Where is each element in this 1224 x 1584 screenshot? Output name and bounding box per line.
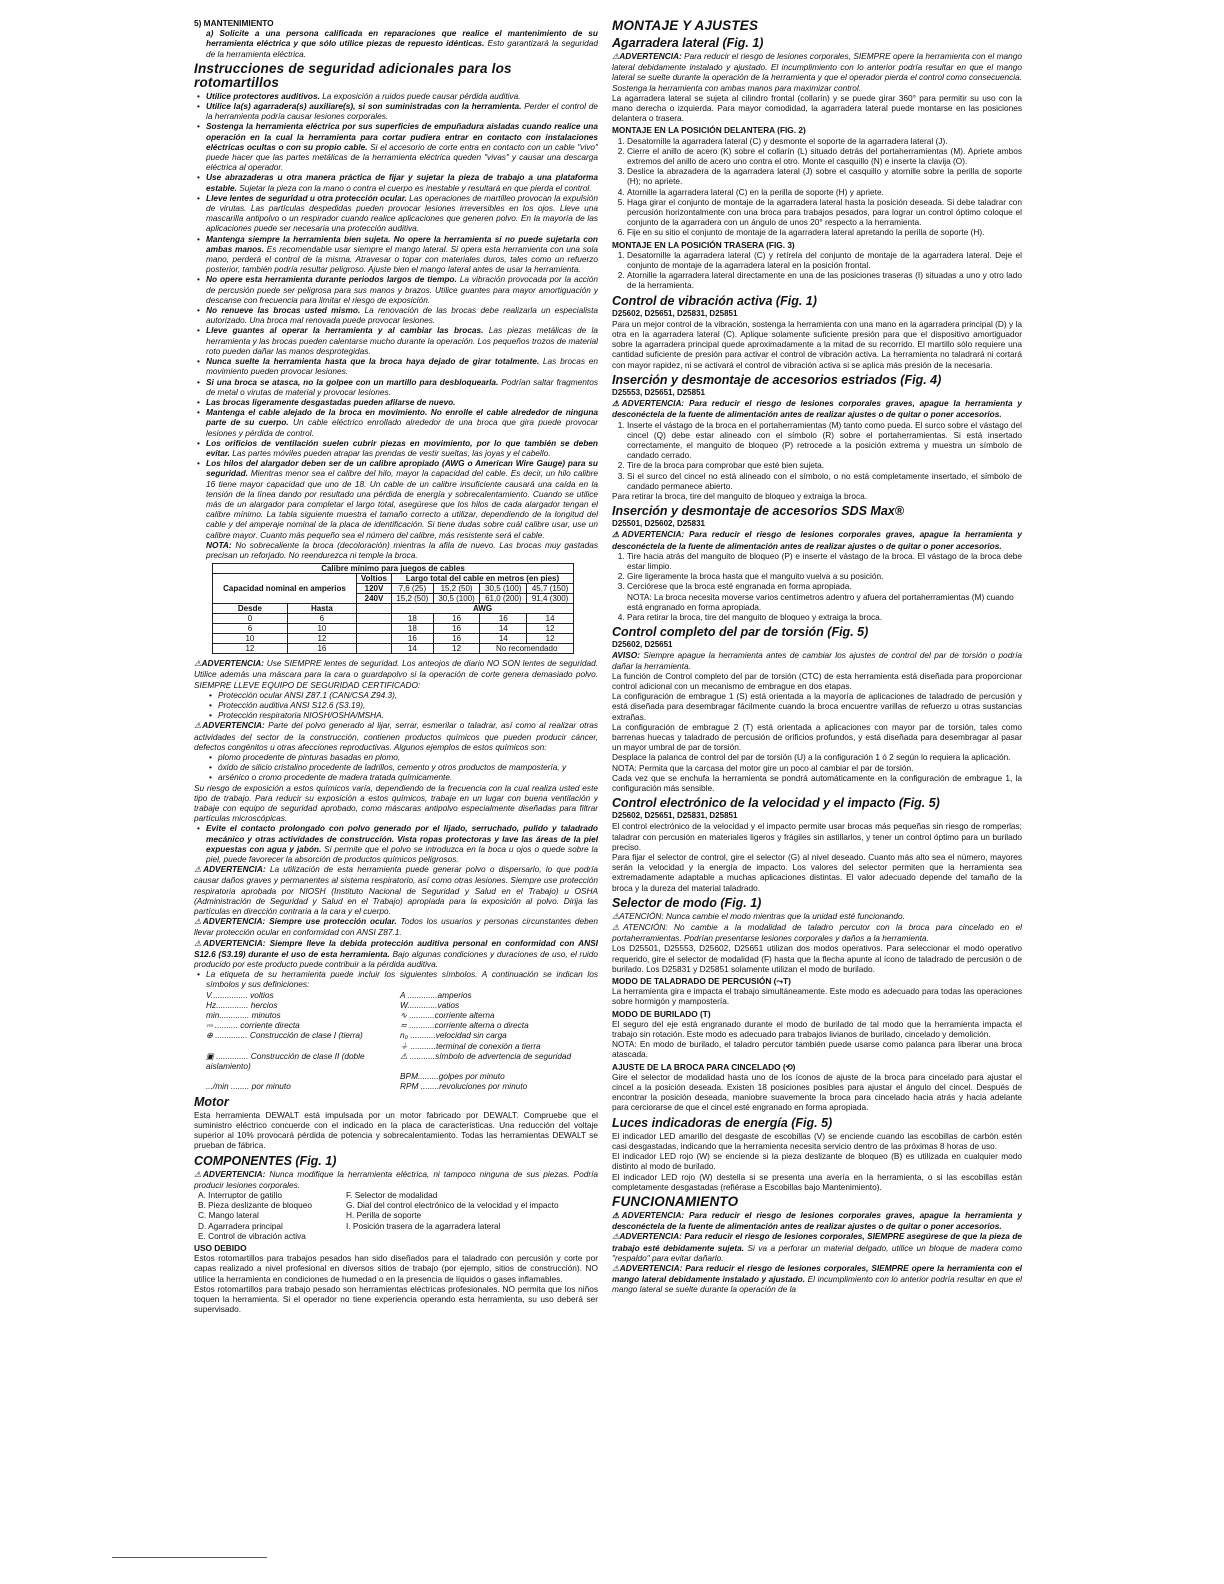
front-mount-title: MONTAJE EN LA POSICIÓN DELANTERA (FIG. 2) [612, 125, 806, 136]
cable-gauge-table: Calibre mínimo para juegos de cables Capacidad nominal en amperios Voltios Largo total del cable en metros (en pies) 120V 7,6 (25) 15,2 (50) 30,5 (100) 45,7 (150) 240V 15,2 (50) 30,5 (100) 61,0 (200) 91,4 (300) Desde Hasta AWG 0 6 18 16 16 14 6 10 18 16 14 12 10 12 16 16 14 12 12 16 14 12 No recomendado [212, 563, 574, 654]
operation-title: FUNCIONAMIENTO [612, 1193, 739, 1209]
table-cell: 16 [287, 644, 356, 654]
warning-icon: ⚠ [612, 1232, 620, 1242]
warning-icon: ⚠ [612, 399, 622, 409]
motor-text: Esta herramienta DEWALT está impulsada por un motor fabricado por DEWALT. Compruebe que el suministro eléctrico concuerde con el indicado en la placa de características. Una reducción del voltaje superior al 10% provocará pérdida de potencia y sobrecalentamiento. Todas las herramientas DEWALT se prueban de fábrica. [194, 1109, 598, 1151]
chemicals-list [194, 752, 598, 783]
warning-dust: ⚠ADVERTENCIA: Parte del polvo generado al lijar, serrar, esmerilar o taladrar, así como al realizar otras actividades del sector de la construcción, contienen productos químicos que pueden producir cáncer, defectos congénitos u otras afecciones reproductivas. Algunos ejemplos de estos químicos son: [194, 720, 598, 752]
rear-mount-title: MONTAJE EN LA POSICIÓN TRASERA (FIG. 3) [612, 239, 795, 250]
table-row [213, 624, 574, 634]
safety-list-item: • Sostenga la herramienta eléctrica por sus superficies de empuñadura aisladas cuando realice una operación en la cual la herramienta para cortar pudiera entrar en contacto con instalaciones eléctricas ocultas o con su propio cable. Si el accesorio de corte entra en contacto con un cable "vivo" puede hacer que las partes metálicas de la herramienta eléctrica queden "vivas" y causar una descarga eléctrica al operador. [206, 121, 598, 172]
safety-list-item: • Mantenga siempre la herramienta bien sujeta. No opere la herramienta si no puede sujetarla con ambas manos. Es recomendable usar siempre el mango lateral. Si opera esta herramienta con una sola mano, perderá el control de la misma. Atravesar o topar con materiales duros, tales como un refuerzo posterior, también podría resultar peligroso. Ajuste bien el mango lateral antes de usar la herramienta. [206, 234, 598, 275]
table-cell: 14 [480, 634, 527, 644]
torque-models: D25602, D25651 [612, 640, 673, 650]
sdsmax-models: D25501, D25602, D25831 [612, 519, 705, 529]
safety-list-item: • Utilice protectores auditivos. La exposición a ruidos puede causar pérdida auditiva. [206, 91, 598, 101]
motor-title: Motor [194, 1094, 229, 1109]
components-title: COMPONENTES (Fig. 1) [194, 1153, 337, 1168]
front-mount-steps [612, 136, 1022, 238]
warning-respiratory: ⚠ADVERTENCIA: La utilización de esta herramienta puede generar polvo o dispersarlo, lo que podría causar daños graves y permanentes al sistema respiratorio, así como otras lesiones. Siempre use protección respiratoria aprobada por NIOSH (Instituto Nacional de Seguridad y Salud en el Trabajo) u OSHA (Administración de Seguridad y Salud en el Trabajo) apropiada para la exposición al polvo. Dirija las partículas en dirección contraria a la cara y el cuerpo. [194, 864, 598, 917]
table-amp-header: Capacidad nominal en amperios [213, 574, 357, 604]
symbol-definition: Hz.............. hercios [206, 999, 278, 1010]
nota-sharpen: NOTA: No sobrecaliente la broca (decoloración) mientras la afila de nuevo. Las brocas muy gastadas precisan un reforjado. No reendurezca ni temple la broca. [206, 539, 598, 560]
safety-list-item: • Los orificios de ventilación suelen cubrir piezas en movimiento, por lo que también se deben evitar. Las partes móviles pueden atrapar las prendas de vestir sueltas, las joyas y el cabello. [206, 438, 598, 458]
safety-title: Instrucciones de seguridad adicionales para los rotomartillos [194, 60, 512, 90]
step-item: 3. Si el surco del cincel no está alineado con el símbolo, o no está completamente insertado, el símbolo de candado permanece abierto. [627, 471, 1022, 491]
left-column [194, 16, 598, 1576]
safety-list-item: • Mantenga el cable alejado de la broca en movimiento. No enrolle el cable alrededor de ninguna parte de su cuerpo. Un cable eléctrico enrollado alrededor de una broca que gira puede provocar lesiones y pérdida de control. [206, 407, 598, 438]
safety-list-item: • Utilice la(s) agarradera(s) auxiliare(s), si son suministradas con la herramienta. Perder el control de la herramienta podría causar lesiones corporales. [206, 101, 598, 121]
list-item: • plomo procedente de pinturas basadas en plomo, [218, 752, 598, 762]
avoid-contact: • Evite el contacto prolongado con polvo generado por el lijado, serruchado, pulido y taladrado mecánico y otras actividades de construcción. Vista ropas protectoras y lave las áreas de la piel expuestas con agua y jabón. Si permite que el polvo se introduzca en la boca u ojos o quede sobre la piel, puede favorecer la absorción de productos químicos peligrosos. [194, 823, 598, 864]
right-column [612, 16, 1022, 1578]
step-item: 1. Inserte el vástago de la broca en el portaherramientas (M) tanto como pueda. El surco sobre el vástago del cincel (Q) debe estar alineado con el símbolo (R) sobre el portaherramientas. Si está insertado correctamente, el manguito de bloqueo (P) retrocede a la posición extrema y muestra un símbolo de candado cerrado. [627, 420, 1022, 461]
table-cell [356, 614, 391, 624]
sdsmax-note: NOTA: La broca necesita moverse varios centímetros adentro y afuera del portaherramientas (M) cuando está engranado en forma apropiada. [627, 591, 1014, 612]
side-handle-title: Agarradera lateral (Fig. 1) [612, 36, 764, 50]
warning-icon: ⚠ [194, 917, 203, 927]
warning-eye: ⚠ADVERTENCIA: Use SIEMPRE lentes de seguridad. Los anteojos de diario NO SON lentes de seguridad. Utilice además una máscara para la cara o guardapolvo si la operación de corte genera demasiado polvo. SIEMPRE LLEVE EQUIPO DE SEGURIDAD CERTIFICADO: [194, 658, 598, 690]
table-cell [356, 624, 391, 634]
power-lights-text-1: El indicador LED amarillo del desgaste de escobillas (V) se enciende cuando las escobillas de carbón estén casi desgastadas, indicando que la herramienta necesita servicio dentro de las próximas 8 horas de uso. [612, 1130, 1022, 1151]
torque-notice: AVISO: Siempre apague la herramienta antes de cambiar los ajustes de control del par de torsión o podría dañar la herramienta. [612, 650, 1022, 671]
chipping-mode-text: El seguro del eje está engranado durante el modo de burilado de tal modo que la herramienta impacta el trabajo sin rotación. Este modo es adecuado para trabajos livianos de burilado, cincelado y demolición. [612, 1018, 1022, 1040]
symbol-definition: ≂ ...........corriente alterna o directa [400, 1020, 529, 1031]
chipping-mode-title: MODO DE BURILADO (T) [612, 1008, 711, 1019]
table-cell: No recomendado [480, 644, 574, 654]
table-cell: 0 [213, 614, 288, 624]
warning-icon: ⚠ [194, 1169, 203, 1179]
electronic-text-1: El control electrónico de la velocidad y el impacto permite usar brocas más pequeñas sin riesgo de romperlas; taladrar con percusión en materiales ligeros y frágiles sin astillarlos, y tener un control óptimo para un burilado preciso. [612, 821, 1022, 852]
safety-list-item: • Lleve lentes de seguridad u otra protección ocular. Las operaciones de martilleo provocan la expulsión de virutas. Las partículas despedidas pueden provocar lesiones irreversibles en los ojos. Lleve una mascarilla antipolvo o un respirador cuando realice aplicaciones que generen polvo. En la mayoría de las aplicaciones puede ser necesaria una protección auditiva. [206, 193, 598, 234]
side-handle-warning: ⚠ADVERTENCIA: Para reducir el riesgo de lesiones corporales, SIEMPRE opere la herramienta con el mango lateral debidamente instalado y ajustado. El incumplimiento con lo anterior podría resultar en que el mango lateral se suelte durante la operación de la herramienta y que el operador pierda el control como consecuencia. Sostenga la herramienta con ambas manos para maximizar control. [612, 51, 1022, 93]
electronic-models: D25602, D25651, D25831, D25851 [612, 811, 738, 821]
torque-text-4: Desplace la palanca de control del par de torsión (U) a la configuración 1 ó 2 según lo requiera la aplicación. [612, 752, 1011, 763]
table-cell: 10 [213, 634, 288, 644]
symbol-definition: RPM ........revoluciones por minuto [400, 1081, 528, 1092]
table-cell: 14 [391, 644, 433, 654]
symbol-definition: n₀ ...........velocidad sin carga [400, 1030, 507, 1041]
torque-text-1: La función de Control completo del par de torsión (CTC) de esta herramienta está diseñada para proporcionar control adicional con un mecanismo de embrague en dos etapas. [612, 670, 1022, 691]
safety-list-item: • Si una broca se atasca, no la golpee con un martillo para desbloquearla. Podrían saltar fragmentos de metal o virutas de material y provocar lesiones. [206, 377, 598, 397]
maintenance-item-a: a) Solicite a una persona calificada en reparaciones que realice el mantenimiento de su herramienta eléctrica y que sólo utilice piezas de repuesto idénticas. Esto garantizará la seguridad de la herramienta eléctrica. [206, 28, 598, 59]
safety-list-item: • Lleve guantes al operar la herramienta y al cambiar las brocas. Las piezas metálicas de la herramienta y las brocas pueden calentarse mucho durante la operación. Los pequeños trozos de material roto pueden dañar las manos desprotegidas. [206, 325, 598, 356]
component-item: A. Interruptor de gatillo [198, 1189, 282, 1200]
warning-eye-2: ⚠ADVERTENCIA: Siempre use protección ocular. Todos los usuarios y personas circunstantes deben llevar protección ocular en conformidad con ANSI Z87.1. [194, 916, 598, 938]
step-item: 2. Gire ligeramente la broca hasta que el manguito vuelva a su posición. [627, 571, 1022, 581]
list-item: • arsénico o cromo procedente de madera tratada químicamente. [218, 772, 598, 782]
electronic-text-2: Para fijar el selector de control, gire el selector (G) al nivel deseado. Cuanto más alto sea el número, mayores serán la velocidad y la energía de impacto. Los valores del selector permiten que la herramienta sea extremadamente adaptable a muchas aplicaciones distintas. El valor adecuado depende del tamaño de la broca y la dureza del material taladrado. [612, 852, 1022, 893]
step-item: 1. Desatornille la agarradera lateral (C) y retírela del conjunto de montaje de la agarradera lateral. Deje el conjunto de montaje de la agarradera lateral en la posición frontal. [627, 250, 1022, 270]
operation-warning-2: ⚠ADVERTENCIA: Para reducir el riesgo de lesiones corporales, SIEMPRE asegúrese de que la pieza de trabajo esté debidamente sujeta. Si va a perforar un material delgado, utilice un bloque de madera como "respaldo" para evitar dañarlo. [612, 1231, 1022, 1263]
symbol-definition: .../min ........ por minuto [206, 1081, 291, 1092]
vibration-text: Para un mejor control de la vibración, sostenga la herramienta con una mano en la agarradera principal (D) y la otra en la agarradera lateral (C). Aplique solamente suficiente presión para que el dispositivo amortiguador sobre la agarradera principal quede aproximadamente a la mitad de su recorrido. El martillo sólo requiere una cantidad suficiente de presión para activar el control de vibración activa. La herramienta no taladrará ni cortará con mayor rapidez, ni se activará el control de vibración activa si se aplica más presión de la necesaria. [612, 318, 1022, 370]
components-warning: ⚠ADVERTENCIA: Nunca modifique la herramienta eléctrica, ni tampoco ninguna de sus piezas. Podría producir lesiones corporales. [194, 1168, 598, 1190]
eye-protection-list [194, 690, 598, 721]
power-lights-text-3: El indicador LED rojo (W) destella si se presenta una avería en la herramienta, o si las escobillas están completamente desgastadas (refiérase a Escobillas bajo Mantenimiento). [612, 1171, 1022, 1192]
warning-hearing: ⚠ADVERTENCIA: Siempre lleve la debida protección auditiva personal en conformidad con ANSI S12.6 (S3.19) durante el uso de esta herramienta. Bajo algunas condiciones y duraciones de uso, el ruido producido por este producto puede contribuir a la pérdida auditiva. [194, 937, 598, 970]
table-cell: 16 [480, 614, 527, 624]
table-caption: Calibre mínimo para juegos de cables [213, 564, 574, 574]
table-cell: 16 [433, 624, 480, 634]
exposure-text: Su riesgo de exposición a estos químicos varía, dependiendo de la frecuencia con la cual realiza usted este tipo de trabajo. Para reducir su exposición a estos químicos, trabaje en un lugar con buena ventilación y trabaje con equipo de seguridad aprobado, como máscaras antipolvo especialmente diseñadas para filtrar partículas microscópicas. [194, 782, 598, 824]
step-item: 6. Fije en su sitio el conjunto de montaje de la agarradera lateral apretando la perilla de soporte (H). [627, 227, 1022, 237]
step-item: 3. Cerciórese que la broca esté engranada en forma apropiada. [627, 581, 1022, 591]
step-item: 3. Deslice la abrazadera de la agarradera lateral (J) sobre el casquillo y atornille sobre la perilla de soporte (H); no apriete. [627, 166, 1022, 186]
component-item: B. Pieza deslizante de bloqueo [198, 1200, 312, 1211]
warning-icon: ⚠ [612, 52, 620, 61]
table-cell: 12 [527, 634, 574, 644]
sdsmax-steps [612, 551, 1022, 622]
torque-title: Control completo del par de torsión (Fig. 5) [612, 625, 869, 640]
warning-icon: ⚠ [194, 938, 203, 948]
safety-list [194, 91, 598, 540]
operation-warning-1: ⚠ADVERTENCIA: Para reducir el riesgo de lesiones corporales graves, apague la herramienta y desconéctela de la fuente de alimentación antes de realizar ajustes o de quitar o poner accesorios. [612, 1209, 1022, 1232]
chisel-adjust-title: AJUSTE DE LA BROCA PARA CINCELADO (⟲) [612, 1061, 796, 1072]
warning-icon: ⚠ [612, 1210, 622, 1220]
list-item: • Protección respiratoria NIOSH/OSHA/MSHA. [218, 710, 598, 720]
component-item: E. Control de vibración activa [198, 1230, 306, 1241]
component-item: I. Posición trasera de la agarradera lateral [346, 1220, 501, 1231]
warning-icon: ⚠ [612, 911, 620, 921]
safety-list-item: • Las brocas ligeramente desgastadas pueden afilarse de nuevo. [206, 397, 598, 407]
splined-warning: ⚠ADVERTENCIA: Para reducir el riesgo de lesiones corporales graves, apague la herramienta y desconéctela de la fuente de alimentación antes de realizar ajustes o de quitar o poner accesorios. [612, 398, 1022, 420]
symbol-definition: min............. minutos [206, 1010, 281, 1021]
component-item: C. Mango lateral [198, 1210, 259, 1221]
vibration-models: D25602, D25651, D25831, D25851 [612, 308, 738, 318]
step-item: 4. Para retirar la broca, tire del manguito de bloqueo y extraiga la broca. [627, 612, 1022, 622]
table-cell: 12 [433, 644, 480, 654]
torque-text-3: La configuración de embrague 2 (T) está orientada a aplicaciones con mayor par de torsión, tales como barrenas huecas y taladrado de percusión de orificios profundos, y está diseñada para desembragar al pasar un mayor umbral de par de torsión. [612, 721, 1022, 753]
table-cell: 14 [527, 614, 574, 624]
list-item: • Protección auditiva ANSI S12.6 (S3.19), [218, 700, 598, 710]
table-row [213, 614, 574, 624]
table-cell: 14 [480, 624, 527, 634]
safety-list-item: • Use abrazaderas u otra manera práctica de fijar y sujetar la pieza de trabajo a una plataforma estable. Sujetar la pieza con la mano o contra el cuerpo es inestable y resultará en que pierda el control. [206, 172, 598, 192]
component-item [346, 1231, 596, 1241]
intended-use-text-1: Estos rotomartillos para trabajos pesados han sido diseñados para el taladrado con percusión y corte por capas realizado a nivel profesional en diversos sitios de trabajo (por ejemplo, sitios de construcción). NO utilice la herramienta en condiciones de humedad o en la presencia de líquidos o gases inflamables. [194, 1253, 598, 1284]
safety-list-item: • Los hilos del alargador deben ser de un calibre apropiado (AWG o American Wire Gauge) para su seguridad. Mientras menor sea el calibre del hilo, mayor la capacidad del cable. Es decir, un hilo calibre 16 tiene mayor capacidad que uno de 18. Un cable de un calibre insuficiente causará una caída en la tensión de la línea dando por resultado una pérdida de energía y sobrecalentamiento. Cuando se utilice más de un alargador para completar el largo total, asegúrese que los hilos de cada alargador tengan el calibre mínimo. La tabla siguiente muestra el tamaño correcto a utilizar, dependiendo de la longitud del cable y del amperaje nominal de la placa de identificación. Si tiene dudas sobre cuál calibre usar, use un calibre mayor. Cuanto más pequeño sea el número del calibre, más resistente será el cable. [206, 458, 598, 540]
symbols-grid [194, 990, 598, 1092]
assembly-title: MONTAJE Y AJUSTES [612, 18, 759, 33]
step-item: 5. Haga girar el conjunto de montaje de la agarradera lateral hasta la posición deseada. Si debe taladrar con percusión horizontalmente con una broca para trabajos pesados, para lograr un control óptimo coloque el conjunto de la agarradera con un ángulo de unos 20° respecto a la herramienta. [627, 197, 1022, 228]
table-cell [356, 634, 391, 644]
symbol-definition [206, 1071, 396, 1081]
symbols-intro: • La etiqueta de su herramienta puede incluir los siguientes símbolos. A continuación se indican los símbolos y sus definiciones: [194, 969, 598, 989]
torque-text-5: Cada vez que se enchufa la herramienta se pondrá automáticamente en la configuración de embrague 1, la configuración más sensible. [612, 772, 1022, 793]
power-lights-text-2: El indicador LED rojo (W) se enciende si la pieza deslizante de bloqueo (B) es utilizada en cualquier modo distinto al modo de burilado. [612, 1151, 1022, 1172]
operation-warning-3: ⚠ADVERTENCIA: Para reducir el riesgo de lesiones corporales, SIEMPRE opere la herramienta con el mango lateral debidamente instalado y ajustado. El incumplimiento con lo anterior podría resultar en que el mango lateral se suelte durante la operación de la [612, 1262, 1022, 1295]
component-item: F. Selector de modalidad [346, 1189, 438, 1200]
symbol-definition: ⚠ ...........símbolo de advertencia de seguridad [400, 1050, 572, 1061]
electronic-title: Control electrónico de la velocidad y el impacto (Fig. 5) [612, 796, 940, 811]
list-item: • óxido de silicio cristalino procedente de ladrillos, cemento y otros productos de mampostería, y [218, 762, 598, 772]
vibration-title: Control de vibración activa (Fig. 1) [612, 293, 817, 308]
footer-rule [112, 1557, 267, 1558]
mode-caution-2: ⚠ATENCIÓN: No cambie a la modalidad de taladro percutor con la broca para cincelado en el portaherramientas. Podrían presentarse lesiones corporales y daños a la herramienta. [612, 922, 1022, 944]
maintenance-heading: 5) MANTENIMIENTO [194, 18, 274, 28]
table-cell: 16 [433, 614, 480, 624]
sdsmax-warning: ⚠ADVERTENCIA: Para reducir el riesgo de lesiones corporales graves, apague la herramienta y desconéctela de la fuente de alimentación antes de realizar ajustes o de quitar o poner accesorios. [612, 529, 1022, 551]
components-list [194, 1190, 598, 1241]
step-item: 1. Desatornille la agarradera lateral (C) y desmonte el soporte de la agarradera lateral (J). [627, 136, 1022, 146]
table-row [213, 634, 574, 644]
table-cell: 10 [287, 624, 356, 634]
symbol-definition [206, 1041, 396, 1051]
splined-remove: Para retirar la broca, tire del manguito de bloqueo y extraiga la broca. [612, 490, 868, 501]
component-item: H. Perilla de soporte [346, 1210, 422, 1221]
chipping-mode-note: NOTA: En modo de burilado, el taladro percutor también puede usarse como palanca para liberar una broca atascada. [612, 1039, 1022, 1060]
power-lights-title: Luces indicadoras de energía (Fig. 5) [612, 1115, 833, 1130]
symbol-definition: ∿ ...........corriente alterna [400, 1010, 495, 1021]
table-cell: 6 [287, 614, 356, 624]
table-cell: 16 [391, 634, 433, 644]
step-item: 1. Tire hacia atrás del manguito de bloqueo (P) e inserte el vástago de la broca. El vástago de la broca debe estar limpio. [627, 551, 1022, 571]
torque-note: NOTA: Permita que la carcasa del motor gire un poco al cambiar el par de torsión. [612, 762, 914, 773]
component-item: D. Agarradera principal [198, 1220, 283, 1231]
torque-text-2: La configuración de embrague 1 (S) está orientada a la mayoría de aplicaciones de taladrado de percusión y está diseñada para desembragar fácilmente cuando la broca encuentre varillas de refuerzo u otras sustancias extrañas. [612, 691, 1022, 722]
warning-icon: ⚠ [612, 1263, 620, 1273]
step-item: 2. Cierre el anillo de acero (K) sobre el collarín (L) situado detrás del portaherramientas (M). Apriete ambos extremos del anillo de acero uno contra el otro. Monte el casquillo (N) e inserte la clavija (O). [627, 146, 1022, 166]
list-item: • Protección ocular ANSI Z87.1 (CAN/CSA Z94.3), [218, 690, 598, 700]
hammer-drill-mode-text: La herramienta gira e impacta el trabajo simultáneamente. Este modo es adecuado para todas las operaciones sobre hormigón y mampostería. [612, 986, 1022, 1007]
table-cell: 12 [527, 624, 574, 634]
warning-icon: ⚠ [612, 923, 624, 933]
symbol-definition: A .............amperios [400, 989, 472, 1000]
intended-use-title: USO DEBIDO [194, 1242, 247, 1253]
step-item: 4. Atornille la agarradera lateral (C) en la perilla de soporte (H) y apriete. [627, 187, 1022, 197]
symbol-definition: V................ voltios [206, 989, 274, 1000]
table-cell: 12 [213, 644, 288, 654]
table-cell: 18 [391, 614, 433, 624]
table-cell: 12 [287, 634, 356, 644]
symbol-definition: ⏚ ...........terminal de conexión a tierra [400, 1040, 541, 1051]
table-row [213, 644, 574, 654]
step-item: 2. Tire de la broca para comprobar que esté bien sujeta. [627, 460, 1022, 470]
side-handle-text: La agarradera lateral se sujeta al cilindro frontal (collarín) y se puede girar 360° para permitir su uso con la mano derecha o izquierda. Para mayor comodidad, la agarradera lateral puede montarse en las posiciones delantera o trasera. [612, 92, 1022, 124]
warning-icon: ⚠ [194, 865, 204, 875]
mode-selector-title: Selector de modo (Fig. 1) [612, 895, 762, 910]
table-cell: 18 [391, 624, 433, 634]
splined-steps [612, 420, 1022, 491]
sdsmax-title: Inserción y desmontaje de accesorios SDS Max® [612, 504, 904, 519]
symbol-definition: BPM.........golpes por minuto [400, 1071, 505, 1082]
splined-title: Inserción y desmontaje de accesorios estriados (Fig. 4) [612, 372, 942, 387]
table-cell: 16 [433, 634, 480, 644]
symbol-definition: ⎓ .......... corriente directa [206, 1020, 300, 1031]
safety-list-item: • No renueve las brocas usted mismo. La renovación de las brocas debe realizarla un especialista autorizado. Una broca mal renovada puede provocar lesiones. [206, 305, 598, 325]
mode-caution-1: ⚠ATENCIÓN: Nunca cambie el modo mientras que la unidad esté funcionando. [612, 910, 905, 921]
splined-models: D25553, D25651, D25851 [612, 387, 705, 397]
symbol-definition: ▣ .............. Construcción de clase II (doble aislamiento) [206, 1050, 365, 1072]
table-cell [356, 644, 391, 654]
warning-icon: ⚠ [194, 659, 202, 669]
mode-text: Los D25501, D25553, D25602, D25651 utilizan dos modos operativos. Para seleccionar el modo operativo requerido, gire el selector de modalidad (F) hasta que la flecha apunte al ícono de taladrado de percusión o de burilado. Los D25831 y D25851 solamente utilizan el modo de burilado. [612, 943, 1022, 974]
hammer-drill-mode-title: MODO DE TALADRADO DE PERCUSIÓN (⤳T) [612, 976, 791, 987]
intended-use-text-2: Estos rotomartillos para trabajo pesado son herramientas eléctricas profesionales. NO permita que los niños toquen la herramienta. Si el operador no tiene experiencia operando esta herramienta, su uso deberá ser supervisado. [194, 1283, 598, 1315]
warning-icon: ⚠ [194, 721, 203, 731]
table-cell: 6 [213, 624, 288, 634]
chisel-adjust-text: Gire el selector de modalidad hasta uno de los íconos de ajuste de la broca para cincelado para ajustar el cincel a la posición deseada. Existen 18 posiciones posibles para ajustar el ángulo del cincel. Después de encontrar la posición deseada, maniobre suavemente la broca para cincelado hacia atrás y hacia adelante para cerciorarse de que el cincel esté engranado en forma apropiada. [612, 1071, 1022, 1113]
symbol-definition: ⊕ .............. Construcción de clase I (tierra) [206, 1030, 363, 1041]
step-item: 2. Atornille la agarradera lateral directamente en una de las posiciones traseras (I) situadas a uno y otro lado de la herramienta. [627, 270, 1022, 290]
component-item: G. Dial del control electrónico de la velocidad y el impacto [346, 1200, 559, 1211]
safety-list-item: • Nunca suelte la herramienta hasta que la broca haya dejado de girar totalmente. Las brocas en movimiento pueden provocar lesiones. [206, 356, 598, 376]
symbol-definition: W.............vatios [400, 999, 460, 1010]
safety-list-item: • No opere esta herramienta durante periodos largos de tiempo. La vibración provocada por la acción de percusión puede ser peligrosa para sus manos y brazos. Utilice guantes para mayor amortiguación y descanse con frecuencia para limitar el riesgo de exposición. [206, 274, 598, 305]
warning-icon: ⚠ [612, 530, 622, 540]
rear-mount-steps [612, 250, 1022, 291]
